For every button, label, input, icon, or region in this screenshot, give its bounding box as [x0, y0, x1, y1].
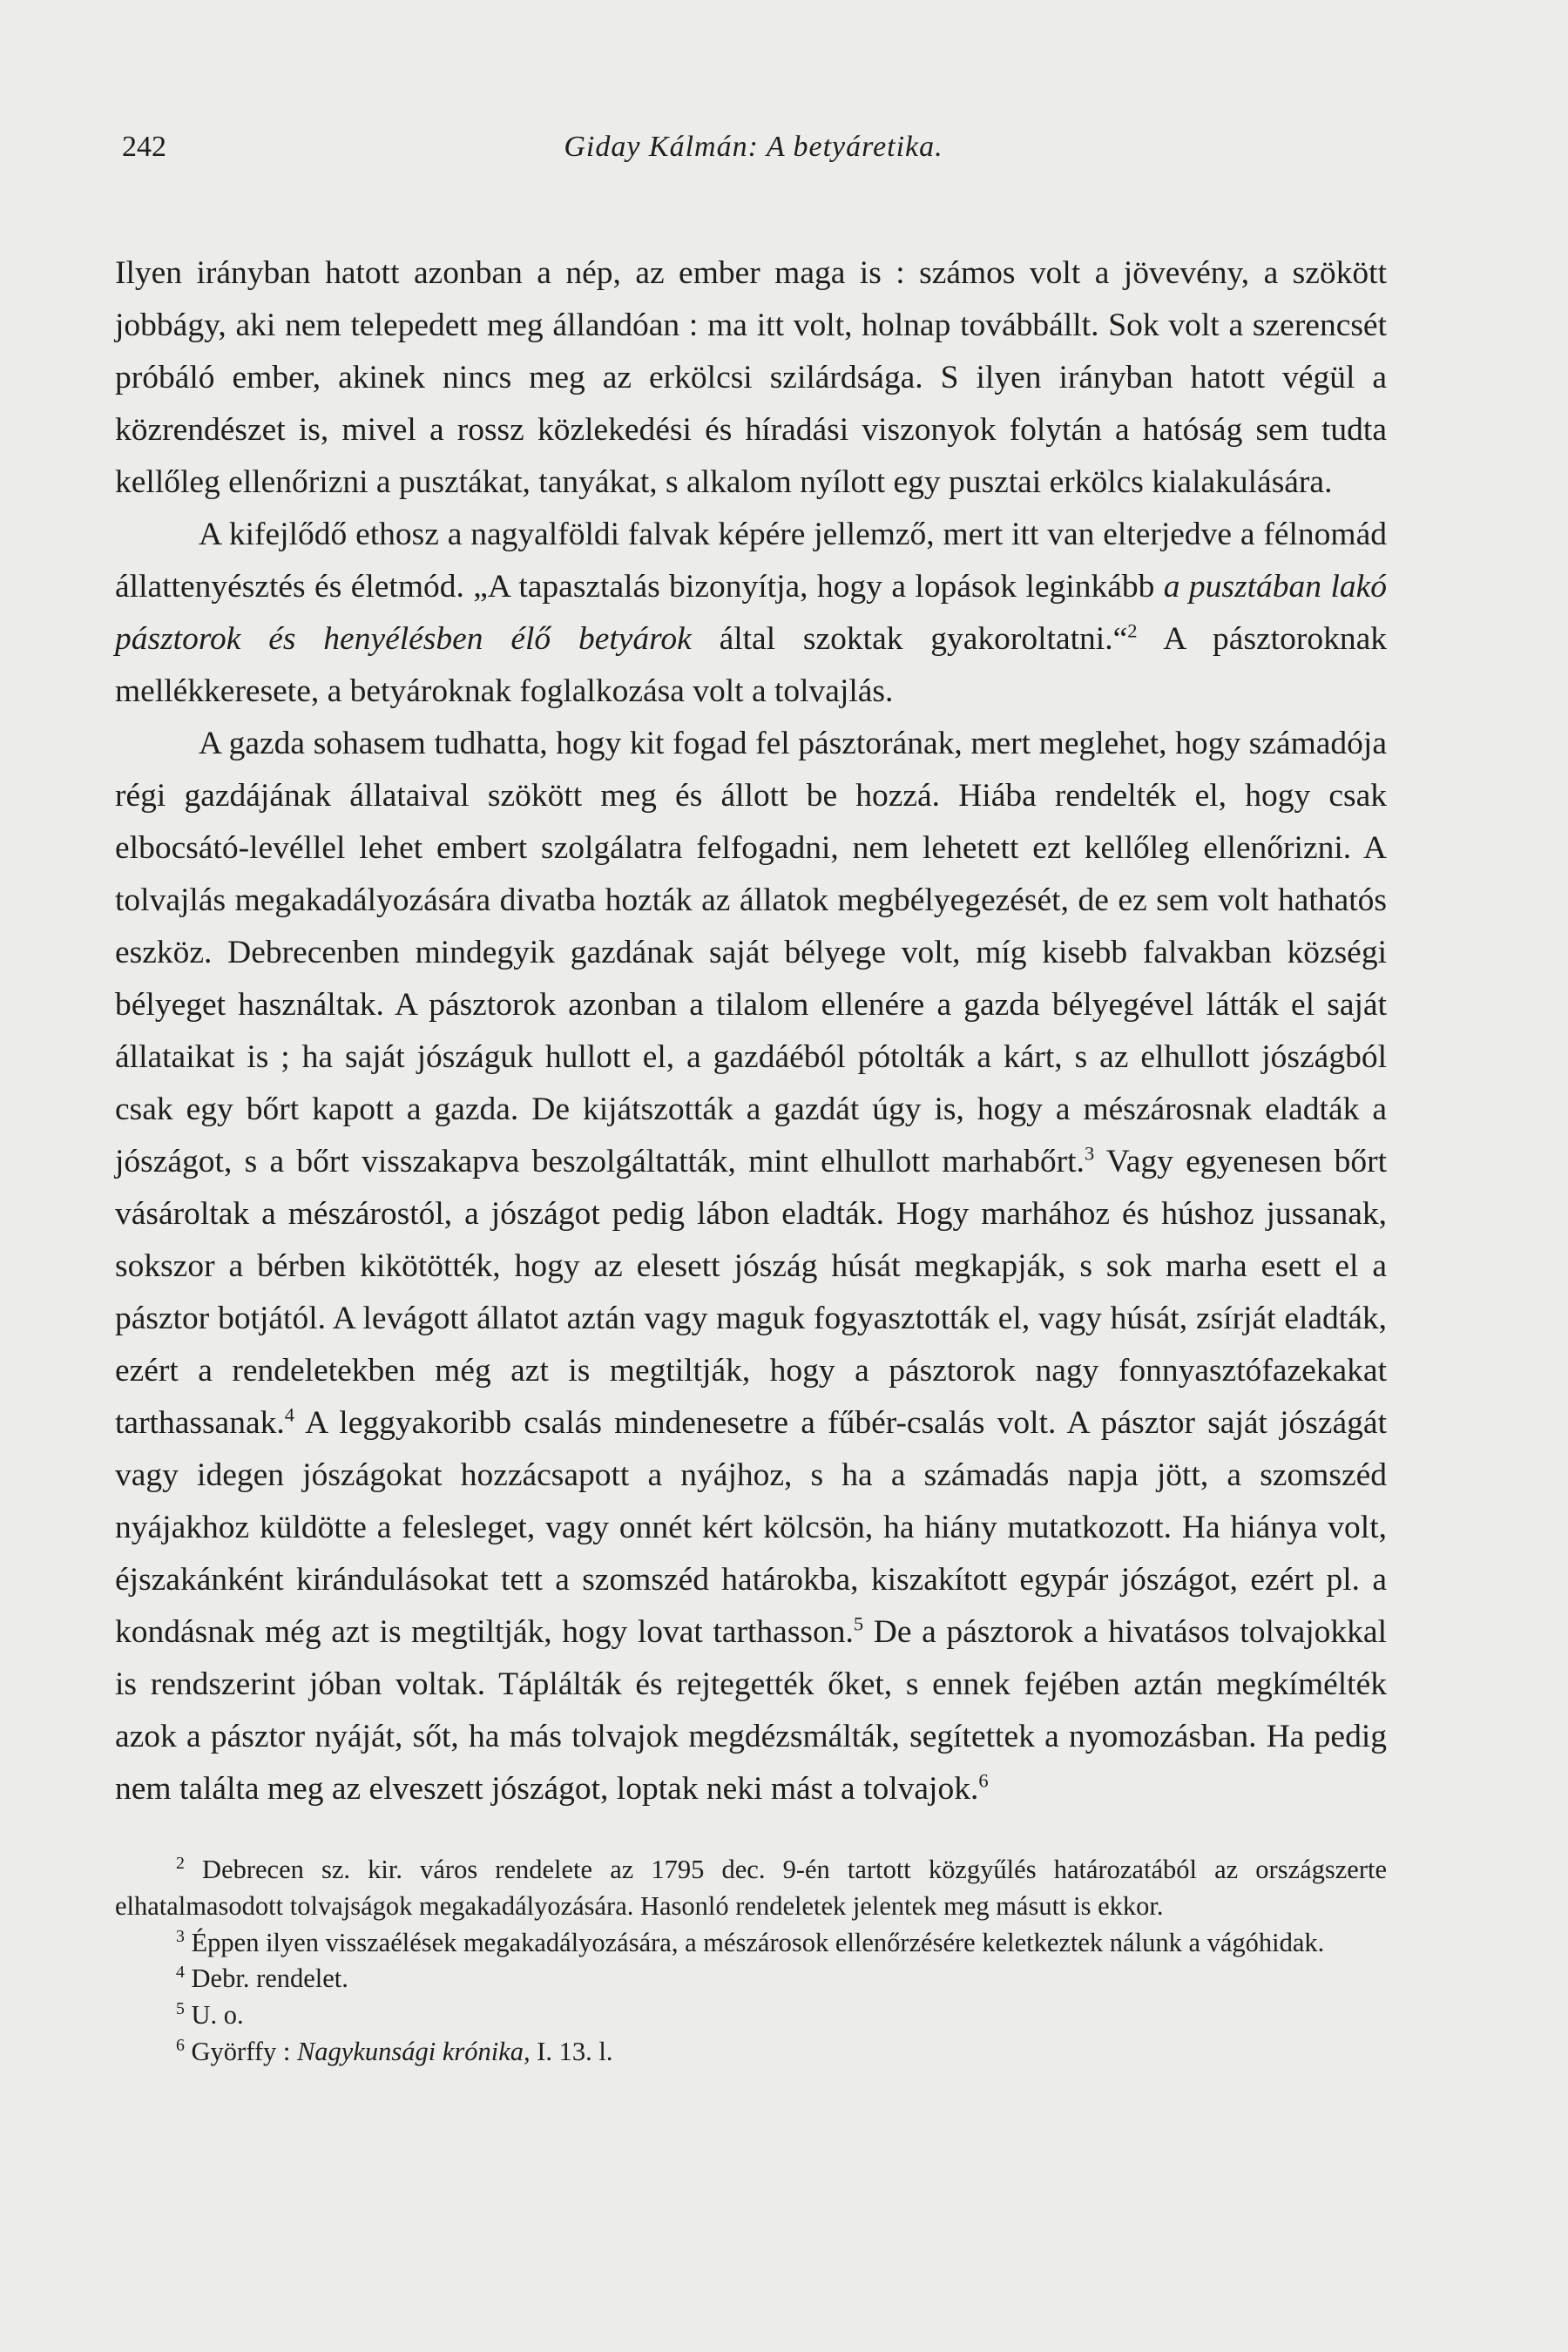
footnote-text: Györffy : — [191, 2036, 297, 2066]
running-title: Giday Kálmán: A betyáretika. — [564, 131, 943, 163]
footnote-number: 4 — [176, 1963, 185, 1983]
main-text — [115, 247, 1387, 1815]
footnote — [115, 1925, 1387, 1962]
paragraph-text: A kifejlődő ethosz a nagyalföldi falvak képére jellemző, mert itt van elterjedve a félnomád állattenyésztés és életmód. „A tapasztalás bizonyítja, hogy a lopások leginkább — [115, 517, 1387, 605]
footnote-reference: 3 — [1084, 1142, 1095, 1165]
footnotes — [115, 1852, 1387, 2071]
italic-text: a pusztában lakó pásztorok és henyélésben élő betyárok — [115, 569, 1388, 657]
footnote-reference: 2 — [1127, 619, 1138, 642]
footnote-number: 2 — [176, 1853, 185, 1873]
footnote-number: 5 — [176, 1998, 185, 2018]
paragraph — [115, 247, 1387, 509]
paragraph-text: Vagy egyenesen bőrt vásároltak a mészárostól, a jószágot pedig lábon eladták. Hogy marhához és húshoz jussanak, sokszor a bérben kikötötték, hogy az elesett jószág húsát megkapják, s sok marha esett el a pásztor botjától. A levágott állatot aztán vagy maguk fogyasztották el, vagy húsát, zsírját eladták, ezért a rendeletekben még azt is megtiltják, hogy a pásztorok nagy fonnyasztófazekakat tarthassanak. — [115, 1144, 1387, 1441]
footnote — [115, 1852, 1387, 1925]
footnote-reference: 6 — [978, 1769, 989, 1792]
paragraph-text: De a pásztorok a hivatásos tolvajokkal is rendszerint jóban voltak. Táplálták és rejtegették őket, s ennek fejében aztán megkímélték azok a pásztor nyáját, sőt, ha más tolvajok megdézsmálták, segítettek a nyomozásban. Ha pedig nem találta meg az elveszett jószágot, loptak neki mást a tolvajok. — [115, 1614, 1387, 1807]
paragraph — [115, 509, 1387, 718]
footnote — [115, 1997, 1387, 2034]
running-head — [122, 131, 1385, 174]
footnote-text: I. 13. l. — [530, 2036, 613, 2066]
paragraph-text: A pásztoroknak mellékkeresete, a betyároknak foglalkozása volt a tolvajlás. — [115, 621, 1387, 709]
italic-text: Nagykunsági krónika, — [296, 2036, 531, 2066]
paragraph — [115, 718, 1387, 1815]
footnote-text: Éppen ilyen visszaélések megakadályozására, a mészárosok ellenőrzésére keletkeztek nálunk a vágóhidak. — [191, 1927, 1325, 1957]
page-number: 242 — [122, 131, 166, 163]
paragraph-text: A gazda sohasem tudhatta, hogy kit fogad fel pásztorának, mert meglehet, hogy számadója régi gazdájának állataival szökött meg és állott be hozzá. Hiába rendelték el, hogy csak elbocsátó-levéllel lehet embert szolgálatra felfogadni, nem lehetett ezt kellőleg ellenőrizni. A tolvajlás megakadályozására divatba hozták az állatok megbélyegezését, de ez sem volt hathatós eszköz. Debrecenben mindegyik gazdának saját bélyege volt, míg kisebb falvakban községi bélyeget használtak. A pásztorok azonban a tilalom ellenére a gazda bélyegével látták el saját állataikat is ; ha saját jószáguk hullott el, a gazdáéból pótolták a kárt, s az elhullott jószágból csak egy bőrt kapott a gazda. De kijátszották a gazdát úgy is, hogy a mészárosnak eladták a jószágot, s a bőrt visszakapva beszolgáltatták, mint elhullott marhabőrt. — [115, 726, 1387, 1179]
paragraph-text: által szoktak gyakoroltatni.“ — [691, 621, 1128, 657]
footnote-number: 6 — [176, 2035, 185, 2055]
paragraph-text: A leggyakoribb csalás mindenesetre a fűbér-csalás volt. A pásztor saját jószágát vagy idegen jószágokat hozzácsapott a nyájhoz, s ha a számadás napja jött, a szomszéd nyájakhoz küldötte a felesleget, vagy onnét kért kölcsön, ha hiány mutatkozott. Ha hiánya volt, éjszakánként kirándulásokat tett a szomszéd határokba, kiszakított egypár jószágot, ezért pl. a kondásnak még azt is megtiltják, hogy lovat tarthasson. — [115, 1405, 1387, 1650]
paragraph-text: Ilyen irányban hatott azonban a nép, az ember maga is : számos volt a jövevény, a szökött jobbágy, aki nem telepedett meg állandóan : ma itt volt, holnap továbbállt. Sok volt a szerencsét próbáló ember, akinek nincs meg az erkölcsi szilárdsága. S ilyen irányban hatott végül a közrendészet is, mivel a rossz közlekedési és híradási viszonyok folytán a hatóság sem tudta kellőleg ellenőrizni a pusztákat, tanyákat, s alkalom nyílott egy pusztai erkölcs kialakulására. — [115, 255, 1387, 500]
footnote-text: Debr. rendelet. — [191, 1963, 348, 1994]
footnote-text: Debrecen sz. kir. város rendelete az 1795 dec. 9-én tartott közgyűlés határozatából az országszerte elhatalmasodott tolvajságok megakadályozására. Hasonló rendeletek jelentek meg másutt is ekkor. — [115, 1855, 1387, 1921]
footnote-number: 3 — [176, 1926, 185, 1946]
footnote — [115, 1961, 1387, 1997]
footnote-reference: 4 — [284, 1403, 294, 1426]
footnote — [115, 2034, 1387, 2071]
footnote-text: U. o. — [191, 2000, 244, 2031]
footnote-reference: 5 — [853, 1612, 864, 1635]
